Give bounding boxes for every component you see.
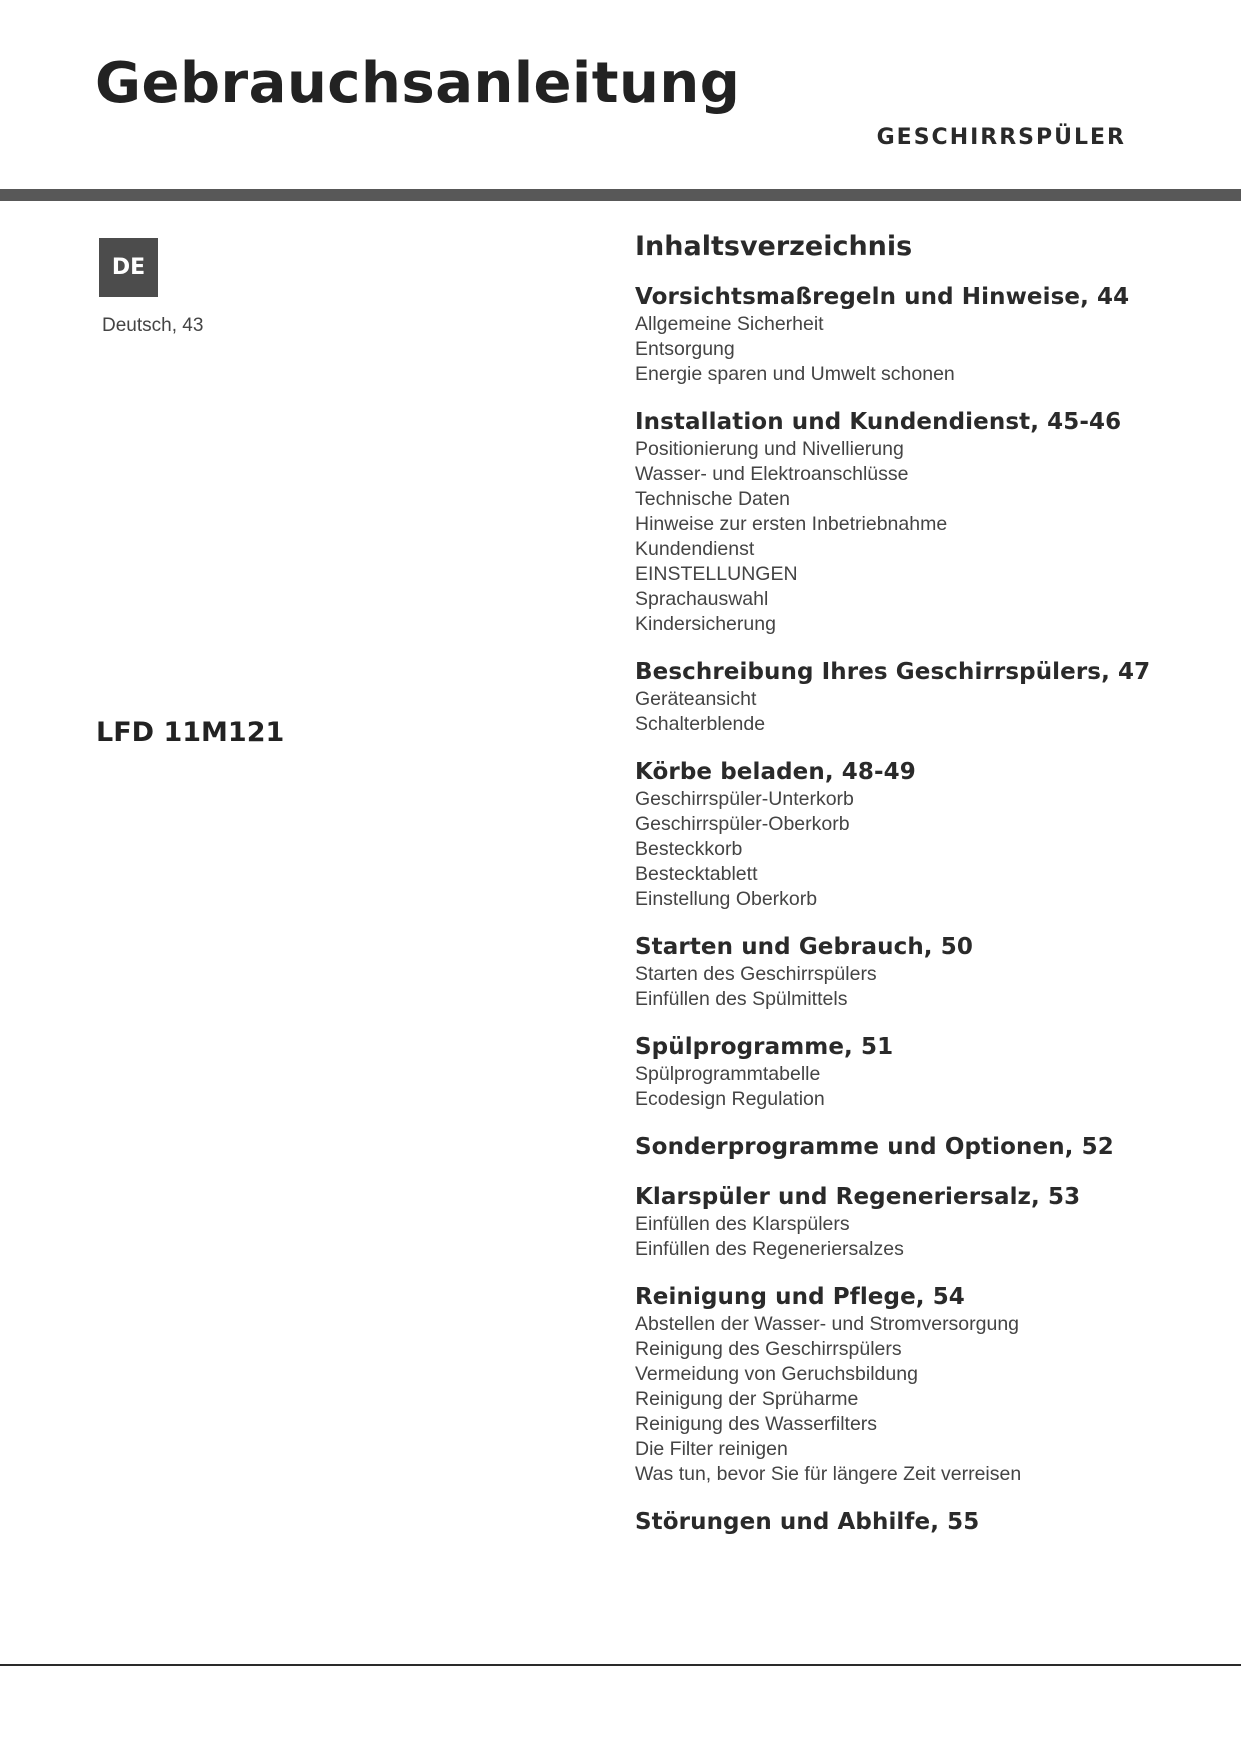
toc-section [635,407,1195,637]
toc-section [635,1182,1195,1262]
toc-item: Geschirrspüler-Oberkorb [635,813,850,835]
toc-section [635,282,1195,387]
header-divider [0,189,1241,201]
toc-item: Abstellen der Wasser- und Stromversorgung [635,1313,1020,1335]
toc-section-title: Körbe beladen, 48-49 [635,759,916,785]
toc-item: Wasser- und Elektroanschlüsse [635,463,909,485]
toc-item: Einfüllen des Klarspülers [635,1213,850,1235]
toc-item: Reinigung des Wasserfilters [635,1413,878,1435]
toc-heading: Inhaltsverzeichnis [635,231,913,262]
toc-section [635,1132,1195,1162]
toc-item: Allgemeine Sicherheit [635,313,824,335]
table-of-contents [635,229,1195,1557]
toc-item: Ecodesign Regulation [635,1088,825,1110]
toc-sections [635,282,1195,1537]
toc-section-title: Reinigung und Pflege, 54 [635,1284,965,1310]
toc-section-title: Störungen und Abhilfe, 55 [635,1509,980,1535]
toc-section-title: Installation und Kundendienst, 45-46 [635,409,1122,435]
toc-section-title: Vorsichtsmaßregeln und Hinweise, 44 [635,284,1130,310]
toc-item: Spülprogrammtabelle [635,1063,821,1085]
toc-section [635,1282,1195,1487]
toc-section-title: Spülprogramme, 51 [635,1034,894,1060]
toc-section [635,1507,1195,1537]
toc-item: Kindersicherung [635,613,776,635]
footer-divider [0,1664,1241,1666]
toc-item: Technische Daten [635,488,791,510]
toc-item: Positionierung und Nivellierung [635,438,904,460]
document-title: Gebrauchsanleitung [95,51,741,116]
toc-item: Besteckkorb [635,838,743,860]
toc-item: EINSTELLUNGEN [635,563,798,585]
toc-item: Was tun, bevor Sie für längere Zeit verreisen [635,1463,1022,1485]
toc-section [635,1032,1195,1112]
toc-item: Hinweise zur ersten Inbetriebnahme [635,513,948,535]
toc-item: Reinigung der Sprüharme [635,1388,859,1410]
product-category: GESCHIRRSPÜLER [876,125,1126,150]
model-name: LFD 11M121 [96,717,285,748]
toc-section [635,757,1195,912]
toc-item: Geräteansicht [635,688,757,710]
toc-item: Einfüllen des Spülmittels [635,988,848,1010]
toc-section [635,657,1195,737]
toc-item: Einstellung Oberkorb [635,888,818,910]
toc-item: Energie sparen und Umwelt schonen [635,363,955,385]
toc-item: Entsorgung [635,338,735,360]
toc-item: Starten des Geschirrspülers [635,963,877,985]
toc-item: Geschirrspüler-Unterkorb [635,788,854,810]
toc-section-title: Sonderprogramme und Optionen, 52 [635,1134,1114,1160]
toc-section-title: Starten und Gebrauch, 50 [635,934,973,960]
toc-item: Die Filter reinigen [635,1438,788,1460]
toc-item: Sprachauswahl [635,588,769,610]
toc-item: Schalterblende [635,713,766,735]
toc-item: Kundendienst [635,538,755,560]
toc-item: Einfüllen des Regeneriersalzes [635,1238,904,1260]
toc-item: Reinigung des Geschirrspülers [635,1338,902,1360]
toc-item: Vermeidung von Geruchsbildung [635,1363,918,1385]
language-page-reference: Deutsch, 43 [102,315,204,336]
toc-section-title: Beschreibung Ihres Geschirrspülers, 47 [635,659,1151,685]
toc-section [635,932,1195,1012]
toc-item: Bestecktablett [635,863,758,885]
toc-section-title: Klarspüler und Regeneriersalz, 53 [635,1184,1081,1210]
language-badge: DE [99,238,158,297]
